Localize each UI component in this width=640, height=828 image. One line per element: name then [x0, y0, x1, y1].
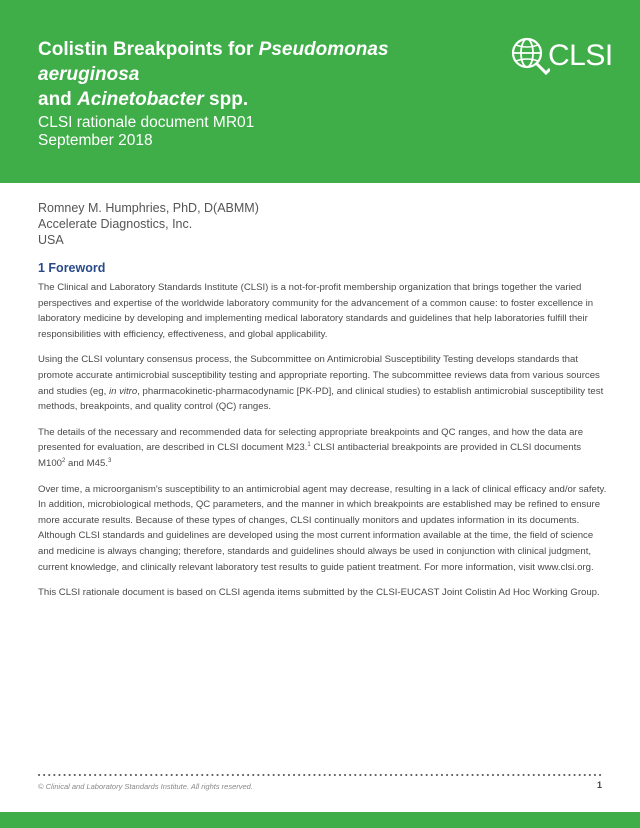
paragraph-3-text: The details of the necessary and recommended data for selecting appropriate breakpoints and QC ranges, and how the data are presented for evaluation, are described in CLSI document M23.	[38, 426, 584, 454]
paragraph-3-text-2: CLSI antibacterial breakpoints are provided in CLSI documents M100	[38, 442, 582, 469]
footer-divider	[38, 773, 603, 777]
paragraph-3-text-3: and M45.	[65, 457, 109, 469]
paragraph-2-italic: in vitro	[108, 385, 138, 397]
citation-3: 3	[108, 457, 112, 464]
title-species-2: Acinetobacter	[77, 89, 204, 110]
title-text-2: and	[38, 89, 78, 110]
author-affiliation: Accelerate Diagnostics, Inc.	[38, 217, 193, 231]
author-name: Romney M. Humphries, PhD, D(ABMM)	[38, 201, 259, 215]
paragraph-1: The Clinical and Laboratory Standards Institute (CLSI) is a not-for-profit membership organization that brings together the varied perspectives and expertise of the worldwide laboratory community for the advancement of a common cause: to foster excellence in laboratory medicine by developing and implementing medical laboratory standards and guidelines that help laboratories fulfill their responsibilities with efficiency, effectiveness, and global applicability.	[38, 282, 594, 340]
section-body	[38, 280, 608, 611]
paragraph-5: This CLSI rationale document is based on CLSI agenda items submitted by the CLSI-EUCAST Joint Colistin Ad Hoc Working Group.	[38, 587, 600, 599]
logo-wordmark: CLSI	[548, 39, 613, 72]
document-code: CLSI rationale document MR01	[38, 114, 255, 131]
title-text-3: spp.	[203, 89, 249, 110]
document-subtitle	[38, 114, 254, 150]
title-text: Colistin Breakpoints for	[38, 39, 259, 60]
title-species-1: Pseudomonas aeruginosa	[38, 39, 389, 85]
paragraph-2	[38, 352, 608, 414]
footer-bar	[0, 812, 640, 828]
author-block	[38, 200, 259, 248]
citation-2: 2	[62, 457, 66, 464]
author-country: USA	[38, 233, 64, 247]
paragraph-2-text: Using the CLSI voluntary consensus process, the Subcommittee on Antimicrobial Susceptibility Testing develops standards that promote accurate antimicrobial susceptibility testing and appropriate reporting. The subcommittee reviews data from various sources and studies (eg,	[38, 354, 600, 397]
paragraph-4: Over time, a microorganism's susceptibility to an antimicrobial agent may decrease, resulting in a lack of clinical efficacy and/or safety. In addition, microbiological methods, QC parameters, and the manner in which breakpoints are established may be refined to ensure more accurate results. Because of these types of changes, CLSI continually monitors and updates information in its documents. Although CLSI standards and guidelines are developed using the most current information available at the time, the field of science and medicine is always changing; therefore, standards and guidelines should always be used in conjunction with clinical judgment, current knowledge, and clinically relevant laboratory test results to guide patient treatment. For more information, visit www.clsi.org.	[38, 483, 607, 573]
section-heading: 1 Foreword	[38, 261, 106, 275]
globe-icon	[510, 36, 550, 76]
clsi-logo	[510, 36, 613, 76]
copyright-notice: © Clinical and Laboratory Standards Institute. All rights reserved.	[38, 782, 253, 791]
document-title	[38, 37, 478, 112]
paragraph-2-text-2: , pharmacokinetic-pharmacodynamic [PK-PD], and clinical studies) to establish antimicrobial susceptibility test methods, breakpoints, and quality control (QC) ranges.	[38, 385, 604, 413]
header-banner	[0, 0, 640, 183]
page-number: 1	[596, 780, 602, 790]
document-date: September 2018	[38, 132, 153, 149]
paragraph-3	[38, 425, 608, 472]
citation-1: 1	[307, 442, 311, 449]
